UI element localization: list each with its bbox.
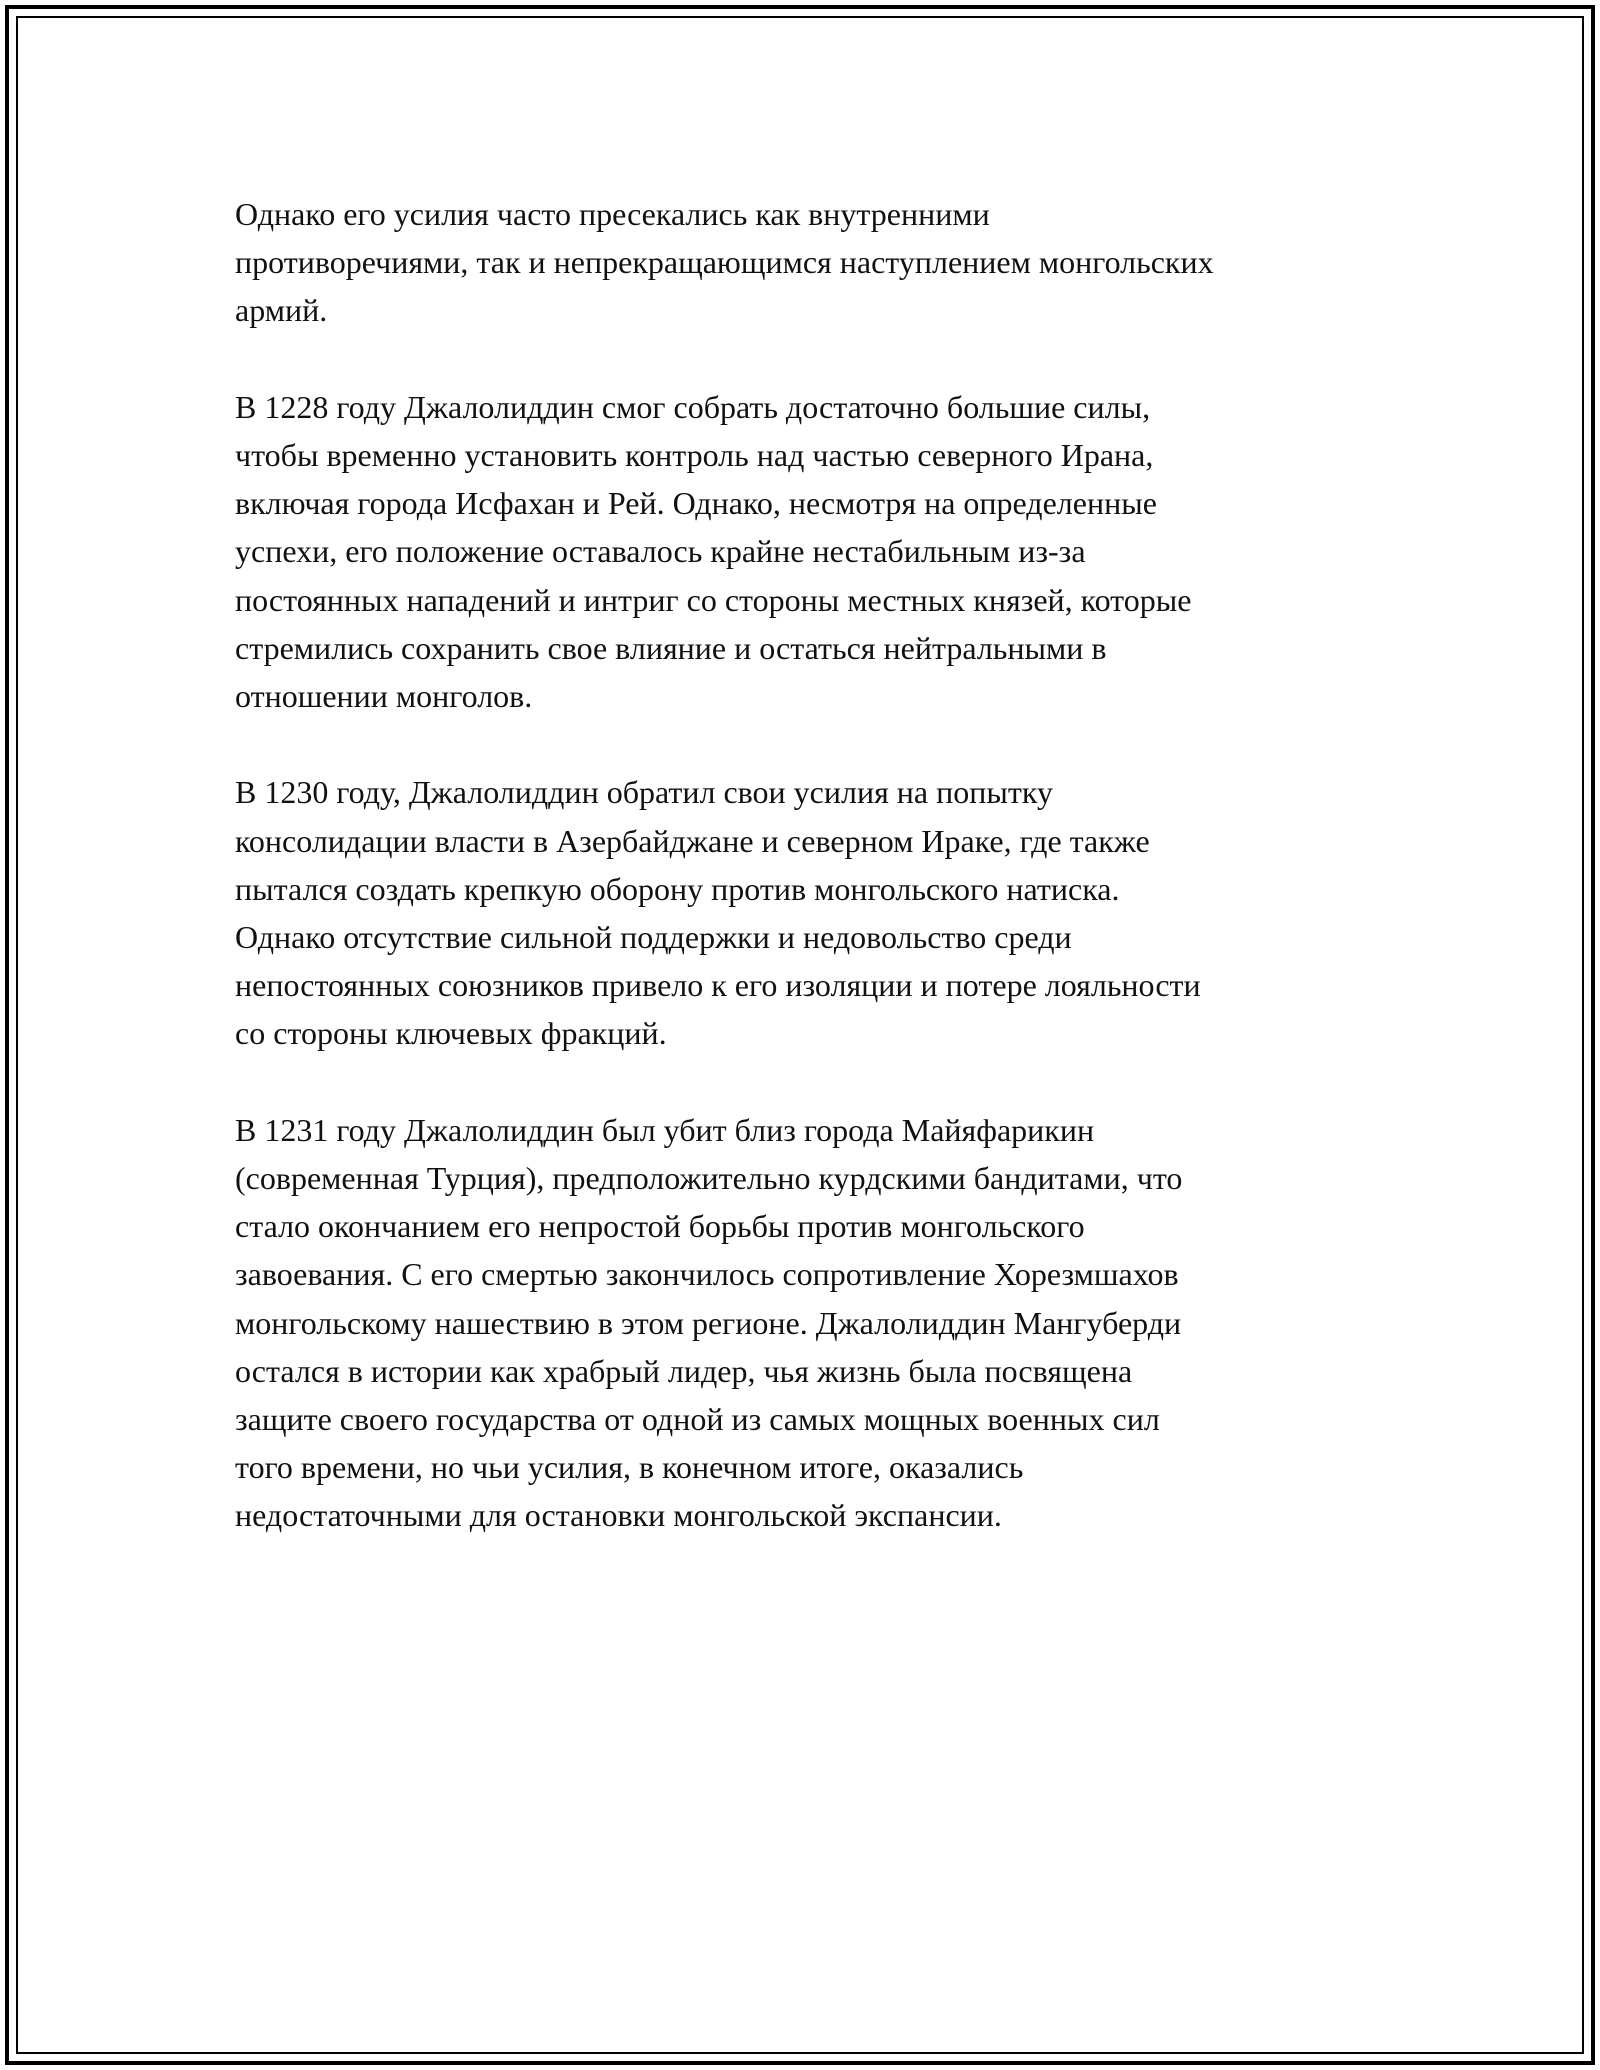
text-line: отношении монголов. [235,678,533,715]
text-line: успехи, его положение оставалось крайне нестабильным из-за [235,533,1086,570]
text-line: непостоянных союзников привело к его изоляции и потере лояльности [235,967,1201,1004]
text-line: консолидации власти в Азербайджане и северном Ираке, где также [235,822,1150,859]
text-line: противоречиями, так и непрекращающимся наступлением монгольских [235,244,1214,281]
text-line: В 1231 году Джалолиддин был убит близ города Майяфарикин [235,1111,1095,1148]
text-line: В 1230 году, Джалолиддин обратил свои усилия на попытку [235,774,1053,811]
paragraph-4 [235,1106,1370,1540]
text-line: (современная Турция), предположительно курдскими бандитами, что [235,1160,1183,1197]
text-line: со стороны ключевых фракций. [235,1015,667,1052]
text-line: стремились сохранить свое влияние и остаться нейтральными в [235,629,1107,666]
text-line: В 1228 году Джалолиддин смог собрать достаточно большие силы, [235,388,1151,425]
text-line: Однако отсутствие сильной поддержки и недовольство среди [235,919,1072,956]
text-line: стало окончанием его непростой борьбы против монгольского [235,1208,1085,1245]
paragraph-3 [235,768,1370,1057]
text-line: армий. [235,292,328,329]
paragraph-1 [235,190,1370,335]
paragraph-2 [235,383,1370,720]
text-line: недостаточными для остановки монгольской экспансии. [235,1497,1002,1534]
document-body [235,190,1370,1588]
text-line: пытался создать крепкую оборону против монгольского натиска. [235,870,1120,907]
text-line: того времени, но чьи усилия, в конечном итоге, оказались [235,1449,1024,1486]
text-line: остался в истории как храбрый лидер, чья жизнь была посвящена [235,1352,1133,1389]
text-line: защите своего государства от одной из самых мощных военных сил [235,1401,1160,1438]
text-line: включая города Исфахан и Рей. Однако, несмотря на определенные [235,485,1157,522]
text-line: монгольскому нашествию в этом регионе. Джалолиддин Мангуберди [235,1304,1182,1341]
text-line: Однако его усилия часто пресекались как внутренними [235,196,990,232]
text-line: чтобы временно установить контроль над частью северного Ирана, [235,437,1154,473]
text-line: завоевания. С его смертью закончилось сопротивление Хорезмшахов [235,1256,1179,1293]
text-line: постоянных нападений и интриг со стороны местных князей, которые [235,581,1192,618]
